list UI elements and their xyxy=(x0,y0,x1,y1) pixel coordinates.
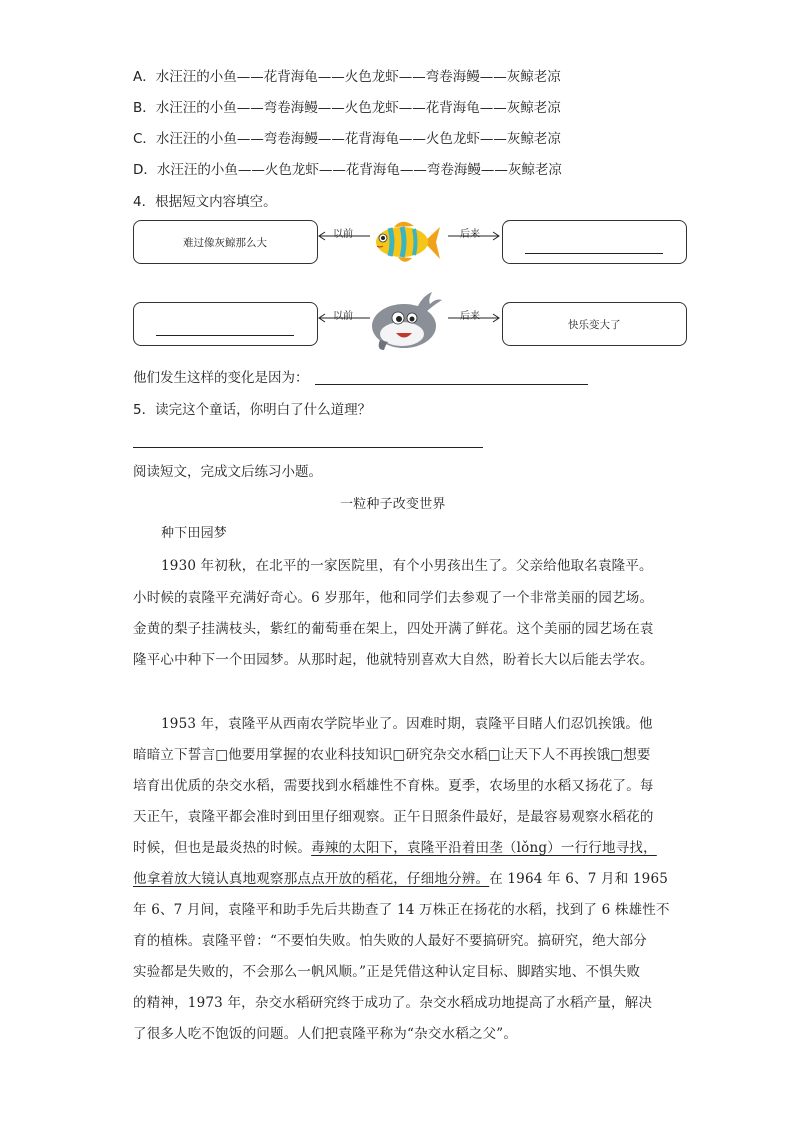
option-b[interactable]: B．水汪汪的小鱼——弯卷海鳗——火色龙虾——花背海龟——灰鲸老凉 xyxy=(133,100,561,116)
fish-after-label: 后来 xyxy=(460,229,480,240)
underlined-sentence-part-2: 他拿着放大镜认真地观察那点点开放的稻花，仔细地分辨。 xyxy=(133,871,490,887)
paragraph-2-line-5 xyxy=(133,836,657,856)
fish-before-label: 以前 xyxy=(333,229,353,240)
paragraph-2-line-4: 天正午，袁隆平都会准时到田里仔细观察。正午日照条件最好，是最容易观察水稻花的 xyxy=(133,809,654,825)
q5-answer-blank[interactable] xyxy=(133,447,483,448)
paragraph-2-line-2: 暗暗立下誓言□他要用掌握的农业科技知识□研究杂交水稻□让天下人不再挨饿□想要 xyxy=(133,747,651,763)
option-c[interactable]: C．水汪汪的小鱼——弯卷海鳗——花背海龟——火色龙虾——灰鲸老凉 xyxy=(133,131,561,147)
paragraph-2-line-10: 的精神，1973 年，杂交水稻研究终于成功了。杂交水稻成功地提高了水稻产量，解决 xyxy=(133,995,653,1011)
paragraph-2-line-5-text: 时候，但也是最炎热的时候。 xyxy=(133,840,312,856)
section-heading: 种下田园梦 xyxy=(161,526,228,541)
fish-before-text: 难过像灰鲸那么大 xyxy=(183,237,267,249)
paragraph-2-line-8: 育的植株。袁隆平曾：“不要怕失败。怕失败的人最好不要搞研究。搞研究，绝大部分 xyxy=(133,933,648,949)
reason-prompt: 他们发生这样的变化是因为： xyxy=(133,370,309,386)
whale-after-text: 快乐变大了 xyxy=(568,319,621,331)
underlined-sentence-part-1: 毒辣的太阳下，袁隆平沿着田垄（lǒng）一行行地寻找， xyxy=(311,840,657,856)
paragraph-1-line-1: 1930 年初秋，在北平的一家医院里，有个小男孩出生了。父亲给他取名袁隆平。 xyxy=(161,558,653,574)
question-5: 5．读完这个童话，你明白了什么道理？ xyxy=(133,402,372,418)
paragraph-2-line-1: 1953 年，袁隆平从西南农学院毕业了。因难时期，袁隆平目睹人们忍饥挨饿。他 xyxy=(161,716,653,732)
paragraph-2-line-6 xyxy=(133,867,668,887)
paragraph-1-line-3: 金黄的梨子挂满枝头，紫红的葡萄垂在架上，四处开满了鲜花。这个美丽的园艺场在袁 xyxy=(133,621,654,637)
option-a[interactable]: A．水汪汪的小鱼——花背海龟——火色龙虾——弯卷海鳗——灰鲸老凉 xyxy=(133,69,561,85)
reading-intro: 阅读短文，完成文后练习小题。 xyxy=(133,464,322,480)
fish-after-blank[interactable] xyxy=(525,253,663,254)
whale-after-label: 后来 xyxy=(460,311,480,322)
whale-before-label: 以前 xyxy=(333,311,353,322)
fish-before-box xyxy=(133,220,318,264)
paragraph-2-line-3: 培育出优质的杂交水稻，需要找到水稻雄性不育株。夏季，农场里的水稻又扬花了。每 xyxy=(133,778,654,794)
option-d[interactable]: D．水汪汪的小鱼——火色龙虾——花背海龟——弯卷海鳗——灰鲸老凉 xyxy=(133,162,562,178)
whale-before-box xyxy=(133,302,318,346)
right-arrow-icon xyxy=(446,222,502,242)
paragraph-1-line-4: 隆平心中种下一个田园梦。从那时起，他就特别喜欢大自然，盼着长大以后能去学农。 xyxy=(133,652,654,668)
whale-icon xyxy=(370,288,446,358)
whale-after-box xyxy=(502,302,687,346)
fish-after-box xyxy=(502,220,687,264)
paragraph-2-line-11: 了很多人吃不饱饭的问题。人们把袁隆平称为“杂交水稻之父”。 xyxy=(133,1026,518,1042)
reason-blank[interactable] xyxy=(315,384,588,385)
paragraph-2-line-9: 实验都是失败的，不会那么一帆风顺。”正是凭借这种认定目标、脚踏实地、不惧失败 xyxy=(133,964,641,980)
paragraph-2-line-6-rest: 在 1964 年 6、7 月和 1965 xyxy=(489,871,669,887)
paragraph-1-line-2: 小时候的袁隆平充满好奇心。6 岁那年，他和同学们去参观了一个非常美丽的园艺场。 xyxy=(133,590,654,606)
question-4: 4．根据短文内容填空。 xyxy=(133,194,277,210)
right-arrow-icon xyxy=(446,304,502,324)
article-title: 一粒种子改变世界 xyxy=(340,497,446,512)
whale-before-blank[interactable] xyxy=(156,335,294,336)
fish-icon xyxy=(372,217,442,267)
paragraph-2-line-7: 年 6、7 月间，袁隆平和助手先后共勘查了 14 万株正在扬花的水稻，找到了 6 株雄性不 xyxy=(133,902,670,918)
